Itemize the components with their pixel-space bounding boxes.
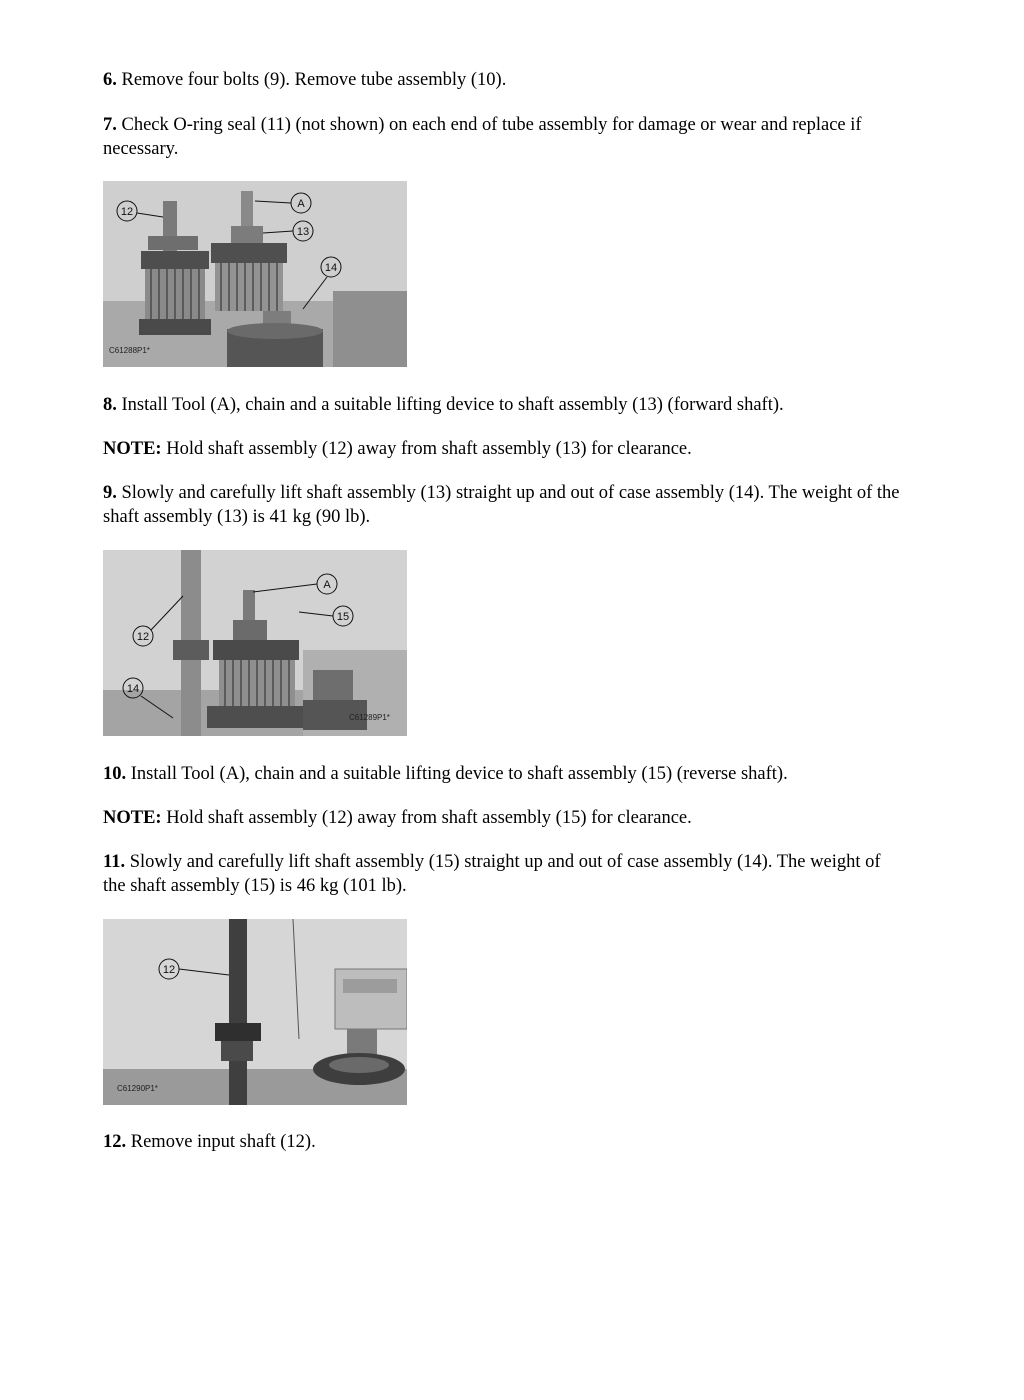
callout-label: 14: [324, 262, 338, 274]
step-number: 11.: [103, 852, 126, 872]
note-label: NOTE:: [103, 808, 162, 828]
step-number: 9.: [103, 483, 117, 503]
step-9: [103, 481, 903, 529]
callout-label: A: [323, 579, 331, 591]
callout-label: 12: [162, 964, 176, 976]
note-2: [103, 806, 903, 830]
figure-input-shaft: [103, 919, 407, 1105]
step-12: [103, 1130, 903, 1154]
step-text: Install Tool (A), chain and a suitable lifting device to shaft assembly (15) (reverse shaft).: [126, 764, 788, 784]
note-label: NOTE:: [103, 439, 162, 459]
step-text: Check O-ring seal (11) (not shown) on each end of tube assembly for damage or wear and replace if necessary.: [103, 115, 862, 159]
figure-code: C61290P1*: [117, 1084, 158, 1093]
callout-label: 15: [336, 611, 350, 623]
step-text: Remove input shaft (12).: [126, 1132, 316, 1152]
figure-code: C61289P1*: [349, 713, 390, 722]
note-1: [103, 437, 903, 461]
step-number: 7.: [103, 115, 117, 135]
step-number: 8.: [103, 395, 117, 415]
figure-shaft-assemblies-1: [103, 181, 407, 367]
figure-code: C61288P1*: [109, 346, 150, 355]
step-6: [103, 68, 903, 92]
step-8: [103, 393, 903, 417]
callout-label: 14: [126, 683, 140, 695]
step-number: 6.: [103, 70, 117, 90]
step-10: [103, 762, 903, 786]
note-text: Hold shaft assembly (12) away from shaft assembly (15) for clearance.: [161, 808, 692, 828]
step-11: [103, 850, 903, 898]
callout-label: 12: [120, 206, 134, 218]
callout-label: 12: [136, 631, 150, 643]
step-text: Install Tool (A), chain and a suitable lifting device to shaft assembly (13) (forward shaft).: [116, 395, 784, 415]
step-number: 12.: [103, 1132, 127, 1152]
step-number: 10.: [103, 764, 127, 784]
callout-label: 13: [296, 226, 310, 238]
callout-label: A: [297, 198, 305, 210]
figure-shaft-assemblies-2: [103, 550, 407, 736]
step-7: [103, 113, 903, 161]
step-text: Slowly and carefully lift shaft assembly (13) straight up and out of case assembly (14). The weight of the shaft assembly (13) is 41 kg (90 lb).: [103, 483, 900, 527]
note-text: Hold shaft assembly (12) away from shaft assembly (13) for clearance.: [161, 439, 692, 459]
step-text: Remove four bolts (9). Remove tube assembly (10).: [116, 70, 507, 90]
step-text: Slowly and carefully lift shaft assembly (15) straight up and out of case assembly (14). The weight of the shaft assembly (15) is 46 kg (101 lb).: [103, 852, 881, 896]
